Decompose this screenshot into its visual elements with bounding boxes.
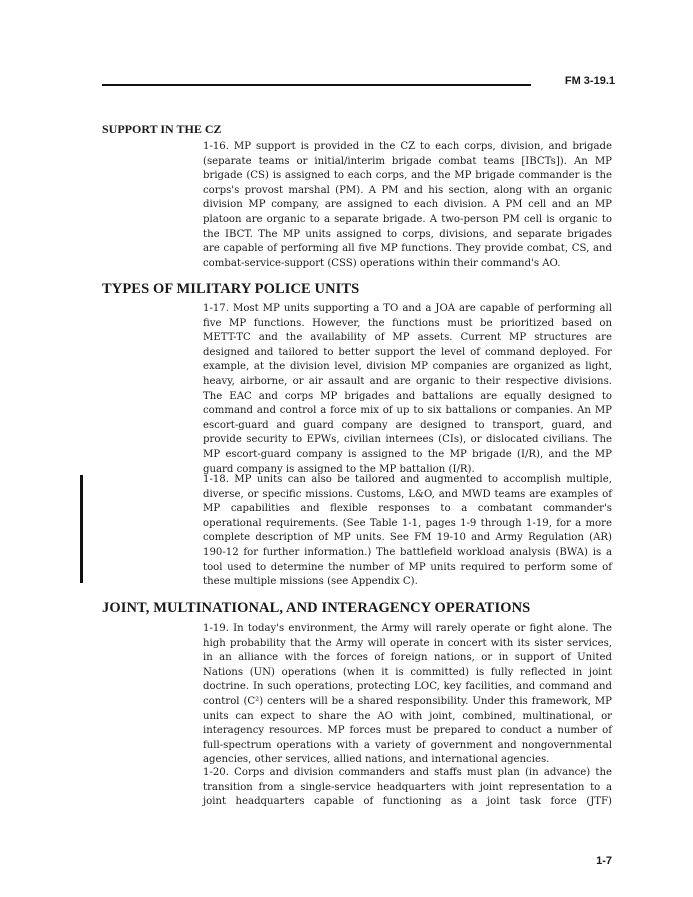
header-rule: [102, 84, 531, 86]
text-line: command and control a force mix of up to six battalions or companies. An MP: [203, 405, 612, 417]
paragraph-1-16: [203, 140, 612, 271]
text-line: 1-19. In today's environment, the Army will rarely operate or fight alone. The: [203, 623, 612, 634]
heading-joint-multinational-interagency: JOINT, MULTINATIONAL, AND INTERAGENCY OPERATIONS: [102, 600, 531, 616]
text-line: Nations (UN) operations (when it is committed) is fully reflected in joint: [203, 666, 612, 678]
text-line: agencies, other services, allied nations, and international agencies.: [203, 754, 550, 766]
text-line: transition from a single-service headquarters with joint representation to a: [203, 781, 612, 793]
text-line: corps's provost marshal (PM). A PM and his section, along with an organic: [203, 184, 612, 196]
paragraph-1-17: [203, 302, 612, 477]
text-line: The EAC and corps MP brigades and battalions are equally designed to: [203, 390, 612, 402]
text-line: MP escort-guard company is assigned to the MP brigade (I/R), and the MP: [203, 448, 612, 460]
text-line: 1-20. Corps and division commanders and staffs must plan (in advance) the: [203, 767, 612, 778]
text-line: these multiple missions (see Appendix C).: [203, 576, 418, 588]
text-line: 190-12 for further information.) The battlefield workload analysis (BWA) is a: [203, 546, 612, 558]
text-line: combat-service-support (CSS) operations within their command's AO.: [203, 257, 561, 269]
text-line: are capable of performing all five MP functions. They provide combat, CS, and: [203, 243, 612, 255]
change-bar: [80, 475, 83, 583]
text-line: high probability that the Army will operate in concert with its sister services,: [203, 637, 612, 649]
text-line: interagency resources. MP forces must be prepared to conduct a number of: [203, 725, 612, 737]
text-line: control (C²) centers will be a shared responsibility. Under this framework, MP: [203, 695, 612, 707]
text-line: diverse, or specific missions. Customs, L&O, and MWD teams are examples of: [203, 488, 612, 500]
text-line: complete description of MP units. See FM 19-10 and Army Regulation (AR): [203, 532, 612, 544]
text-line: (separate teams or initial/interim brigade combat teams [IBCTs]). An MP: [203, 155, 612, 167]
text-line: division MP company, are assigned to each division. A PM cell and an MP: [203, 199, 612, 211]
heading-support-in-the-cz: SUPPORT IN THE CZ: [102, 122, 222, 136]
text-line: 1-18. MP units can also be tailored and augmented to accomplish multiple,: [203, 474, 612, 485]
text-line: guard company is assigned to the MP battalion (I/R).: [203, 463, 475, 475]
paragraph-1-18: [203, 473, 612, 590]
heading-types-of-mp-units: TYPES OF MILITARY POLICE UNITS: [102, 281, 360, 297]
text-line: tool used to determine the number of MP units required to perform some of: [203, 561, 612, 573]
text-line: MP capabilities and flexible responses to a combatant commander's: [203, 503, 612, 515]
text-line: 1-17. Most MP units supporting a TO and a JOA are capable of performing all: [203, 303, 612, 314]
text-line: in an alliance with the forces of foreign nations, or in support of United: [203, 652, 612, 664]
text-line: escort-guard and guard company are designed to transport, guard, and: [203, 419, 612, 431]
text-line: joint headquarters capable of functioning as a joint task force (JTF): [203, 796, 612, 808]
text-line: the IBCT. The MP units assigned to corps, divisions, and separate brigades: [203, 228, 612, 240]
text-line: example, at the division level, division MP companies are organized as light,: [203, 361, 612, 373]
text-line: full-spectrum operations with a variety of government and nongovernmental: [203, 739, 612, 751]
text-line: METT-TC and the availability of MP assets. Current MP structures are: [203, 332, 612, 344]
text-line: doctrine. In such operations, protecting LOC, key facilities, and command and: [203, 681, 612, 693]
text-line: platoon are organic to a separate brigade. A two-person PM cell is organic to: [203, 213, 612, 225]
text-line: provide security to EPWs, civilian internees (CIs), or dislocated civilians. The: [203, 434, 612, 446]
text-line: operational requirements. (See Table 1-1, pages 1-9 through 1-19, for a more: [203, 517, 612, 529]
paragraph-1-20: [203, 766, 612, 810]
text-line: heavy, airborne, or air assault and are organic to their respective divisions.: [203, 375, 612, 387]
text-line: five MP functions. However, the functions must be prioritized based on: [203, 317, 612, 329]
document-id: FM 3-19.1: [564, 75, 615, 87]
text-line: 1-16. MP support is provided in the CZ to each corps, division, and brigade: [203, 141, 612, 152]
page-number: 1-7: [596, 855, 612, 867]
text-line: designed and tailored to better support the level of command deployed. For: [203, 346, 612, 358]
paragraph-1-19: [203, 622, 612, 768]
text-line: units can expect to share the AO with joint, combined, multinational, or: [203, 710, 612, 722]
text-line: brigade (CS) is assigned to each corps, and the MP brigade commander is the: [203, 170, 612, 182]
